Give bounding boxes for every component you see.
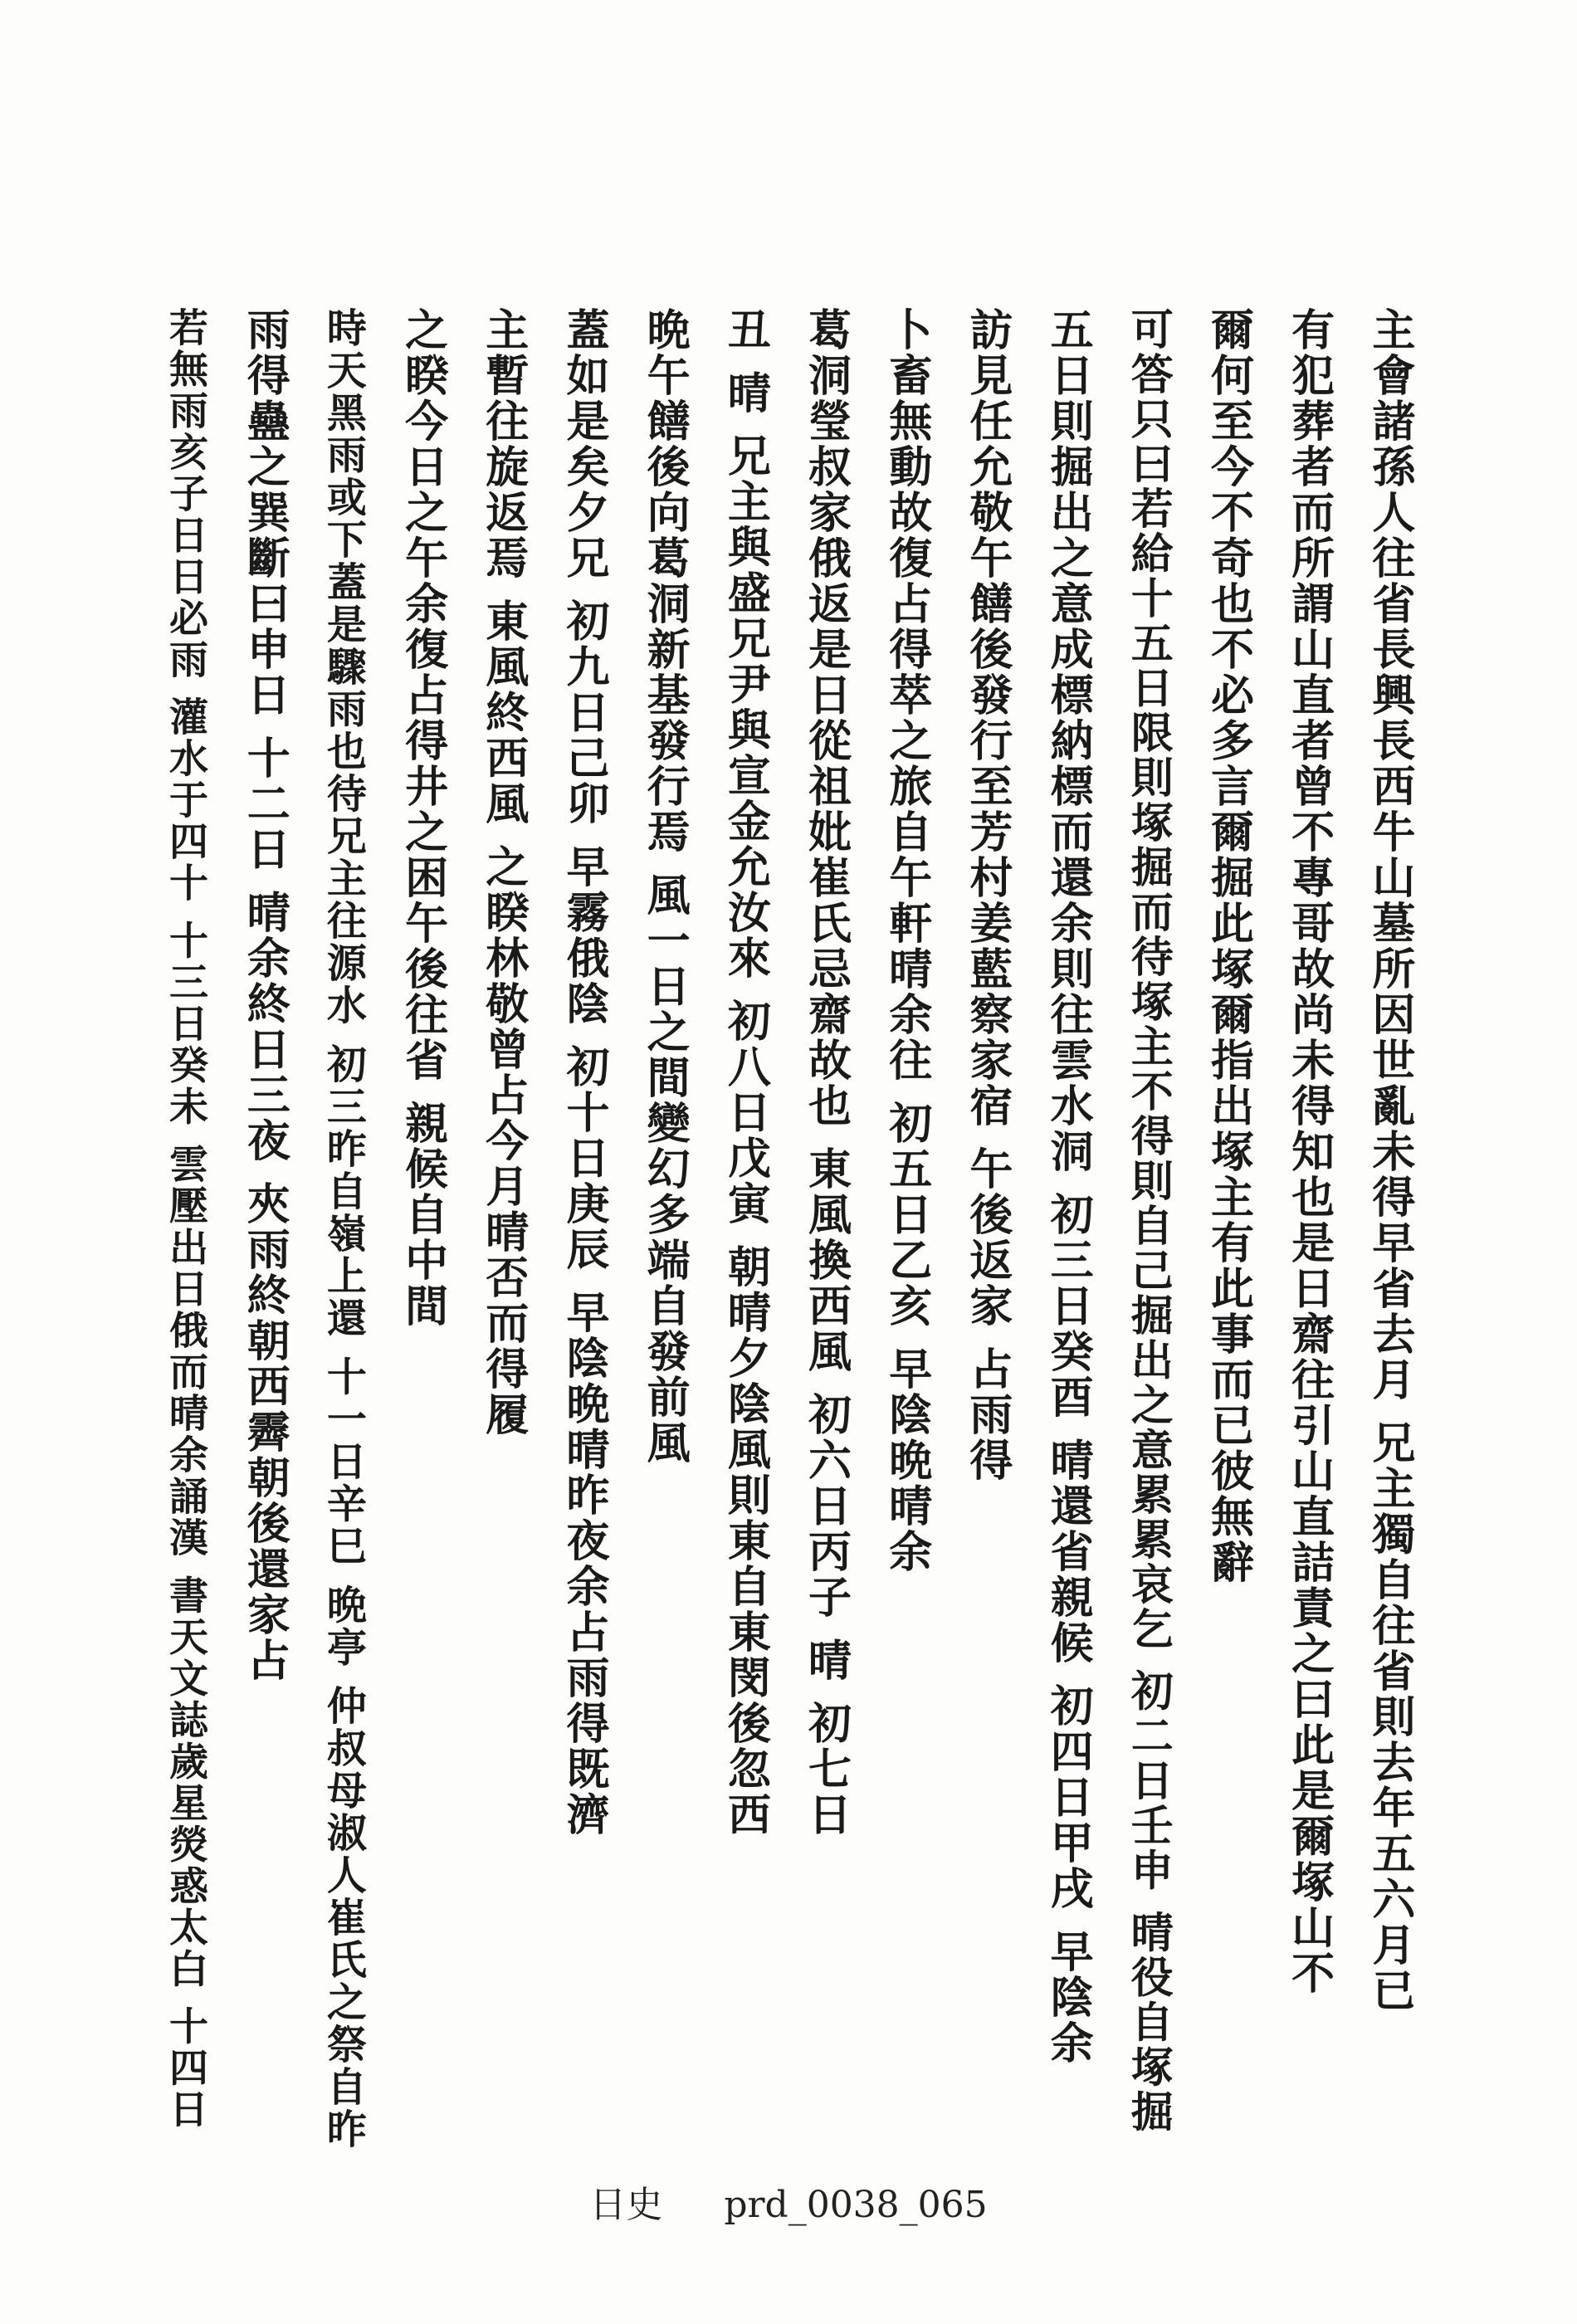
text-column-14: 時天黑雨或下蓋是驟雨也待兄主往源水 初三昨自嶺上還 十一日辛巳 晩亭 仲叔母淑人崔氏之祭自昨 bbox=[320, 307, 367, 2151]
text-column-1: 主會諸孫人往省長興長西牛山墓所因世亂未得早省去月 兄主獨自往省則去年五六月已 bbox=[1364, 307, 1415, 2014]
text-column-2: 有犯葬者而所謂山直者曾不專哥故尚未得知也是日齋往引山直詰責之曰此是爾塚山不 bbox=[1283, 307, 1335, 1996]
text-column-6: 訪見任允敬午饍後發行至芳村姜藍察家宿 午後返家 占雨得 bbox=[961, 307, 1013, 1484]
text-column-15: 雨得蠱之巽斷曰申日 十二日 晴余終日三夜 夾雨終朝西霽朝後還家占 bbox=[239, 307, 290, 1684]
text-column-12: 主暫往旋返焉 東風終西風 之睽林敬曾占今月晴否而得履 bbox=[477, 307, 529, 1438]
text-column-7: 卜畜無動故復占得萃之旅自午軒晴余往 初五日乙亥 早陰晩晴余 bbox=[881, 307, 932, 1575]
text-column-5: 五日則掘出之意成標納標而還余則往雲水洞 初三日癸酉 晴還省親候 初四日甲戌 早陰余 bbox=[1042, 307, 1094, 2067]
footer-page-id: prd_0038_065 bbox=[724, 2184, 988, 2226]
text-column-3: 爾何至今不奇也不必多言爾掘此塚爾指出塚主有此事而已彼無辭 bbox=[1203, 307, 1254, 1585]
text-column-16: 若無雨亥子日日必雨 灌水于四十 十三日癸未 雲壓出日俄而晴余誦漢 書天文誌歲星熒惑太白 十四日 bbox=[163, 307, 208, 2131]
text-column-11: 蓋如是矣夕兄 初九日己卯 早霧俄陰 初十日庚辰 早陰晩晴昨夜余占雨得既濟 bbox=[558, 307, 609, 1838]
text-column-10: 晩午饍後向葛洞新基發行焉 風一日之間變幻多端自發前風 bbox=[639, 307, 691, 1467]
footer-series-title: 日史 bbox=[589, 2184, 663, 2226]
text-column-4: 可答只曰若給十五日限則塚掘而待塚主不得則自己掘出之意累累哀乞 初二日壬申 晴役自塚掘 bbox=[1123, 307, 1174, 2135]
text-column-9: 丑 晴 兄主與盛兄尹與宣金允汝來 初八日戊寅 朝晴夕陰風則東自東閔後忽西 bbox=[720, 307, 771, 1838]
manuscript-text-block bbox=[163, 307, 1415, 2158]
page-footer bbox=[0, 2175, 1577, 2228]
text-column-13: 之睽今日之午余復占得井之困午後往省 親候自中間 bbox=[397, 307, 448, 1330]
text-column-8: 葛洞瑩叔家俄返是日從祖妣崔氏忌齋故也 東風換西風 初六日丙子 晴 初七日 bbox=[800, 307, 852, 1838]
